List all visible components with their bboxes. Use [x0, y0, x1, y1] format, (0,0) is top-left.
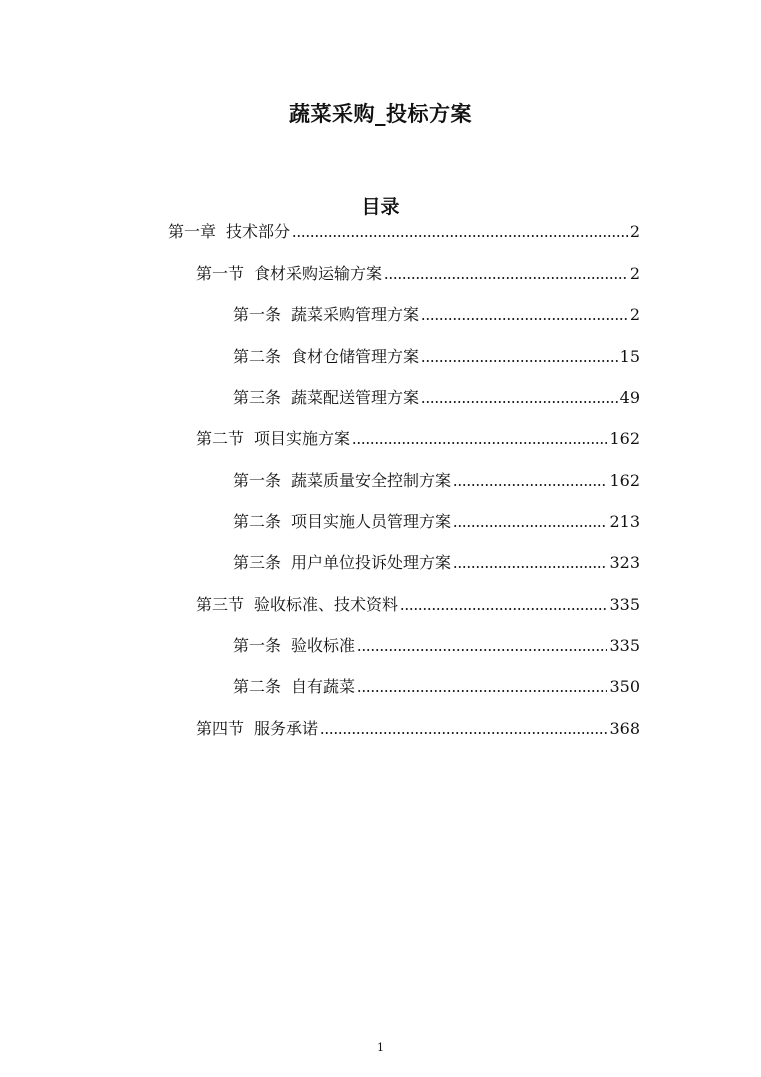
toc-entry-page: 368	[609, 719, 640, 738]
toc-dot-leader	[384, 276, 628, 280]
toc-entry-title: 食材采购运输方案	[254, 264, 383, 283]
toc-dot-leader	[421, 359, 618, 363]
toc-dot-leader	[421, 317, 628, 321]
toc-entry-label: 第二条	[233, 347, 282, 366]
toc-entry-label: 第一章	[168, 222, 217, 241]
toc-entry-chapter-1[interactable]	[168, 218, 640, 242]
toc-entry-section-2[interactable]	[196, 425, 640, 449]
toc-entry-label: 第二条	[233, 677, 282, 696]
toc-entry-article-3-1[interactable]	[233, 632, 640, 656]
toc-entry-title: 验收标准	[291, 636, 356, 655]
toc-entry-page: 162	[609, 429, 640, 448]
toc-entry-article-2-2[interactable]	[233, 508, 640, 532]
toc-entry-article-1-3[interactable]	[233, 384, 640, 408]
toc-entry-title: 用户单位投诉处理方案	[291, 553, 452, 572]
toc-entry-label: 第二条	[233, 512, 282, 531]
toc-entry-page: 2	[629, 264, 640, 283]
toc-entry-label: 第三节	[196, 595, 245, 614]
toc-entry-label: 第三条	[233, 553, 282, 572]
toc-entry-title: 蔬菜采购管理方案	[291, 305, 420, 324]
toc-dot-leader	[292, 234, 628, 238]
toc-entry-title: 蔬菜配送管理方案	[291, 388, 420, 407]
toc-entry-page: 49	[619, 388, 640, 407]
toc-entry-page: 323	[609, 553, 640, 572]
toc-entry-label: 第一条	[233, 471, 282, 490]
toc-entry-section-3[interactable]	[196, 591, 640, 615]
toc-dot-leader	[357, 689, 607, 693]
toc-entry-page: 335	[609, 636, 640, 655]
toc-dot-leader	[357, 648, 607, 652]
toc-entry-title: 技术部分	[226, 222, 291, 241]
toc-entry-article-3-2[interactable]	[233, 673, 640, 697]
toc-entry-page: 2	[629, 222, 640, 241]
toc-entry-title: 服务承诺	[254, 719, 319, 738]
toc-entry-article-1-1[interactable]	[233, 301, 640, 325]
toc-entry-page: 213	[609, 512, 640, 531]
toc-entry-title: 食材仓储管理方案	[291, 347, 420, 366]
toc-entry-title: 自有蔬菜	[291, 677, 356, 696]
toc-entry-page: 162	[609, 471, 640, 490]
toc-entry-label: 第三条	[233, 388, 282, 407]
toc-dot-leader	[320, 731, 607, 735]
toc-dot-leader	[453, 524, 607, 528]
toc-entry-page: 350	[609, 677, 640, 696]
toc-dot-leader	[453, 565, 607, 569]
toc-dot-leader	[352, 441, 607, 445]
toc-entry-title: 验收标准、技术资料	[254, 595, 399, 614]
toc-entry-title: 蔬菜质量安全控制方案	[291, 471, 452, 490]
toc-entry-section-4[interactable]	[196, 715, 640, 739]
toc-entry-section-1[interactable]	[196, 260, 640, 284]
toc-entry-label: 第一节	[196, 264, 245, 283]
toc-entry-title: 项目实施方案	[254, 429, 351, 448]
toc-entry-label: 第二节	[196, 429, 245, 448]
toc-entry-label: 第四节	[196, 719, 245, 738]
toc-entry-article-2-3[interactable]	[233, 549, 640, 573]
toc-dot-leader	[421, 400, 618, 404]
toc-entry-article-2-1[interactable]	[233, 467, 640, 491]
toc-entry-page: 335	[609, 595, 640, 614]
toc-entry-page: 15	[619, 347, 640, 366]
page-number: 1	[377, 1041, 384, 1054]
toc-dot-leader	[453, 483, 607, 487]
toc-entry-article-1-2[interactable]	[233, 343, 640, 367]
document-title: 蔬菜采购_投标方案	[289, 102, 472, 126]
toc-entry-label: 第一条	[233, 636, 282, 655]
toc-dot-leader	[400, 607, 607, 611]
toc-entry-title: 项目实施人员管理方案	[291, 512, 452, 531]
toc-entry-label: 第一条	[233, 305, 282, 324]
toc-heading: 目录	[361, 196, 400, 218]
toc-entry-page: 2	[629, 305, 640, 324]
